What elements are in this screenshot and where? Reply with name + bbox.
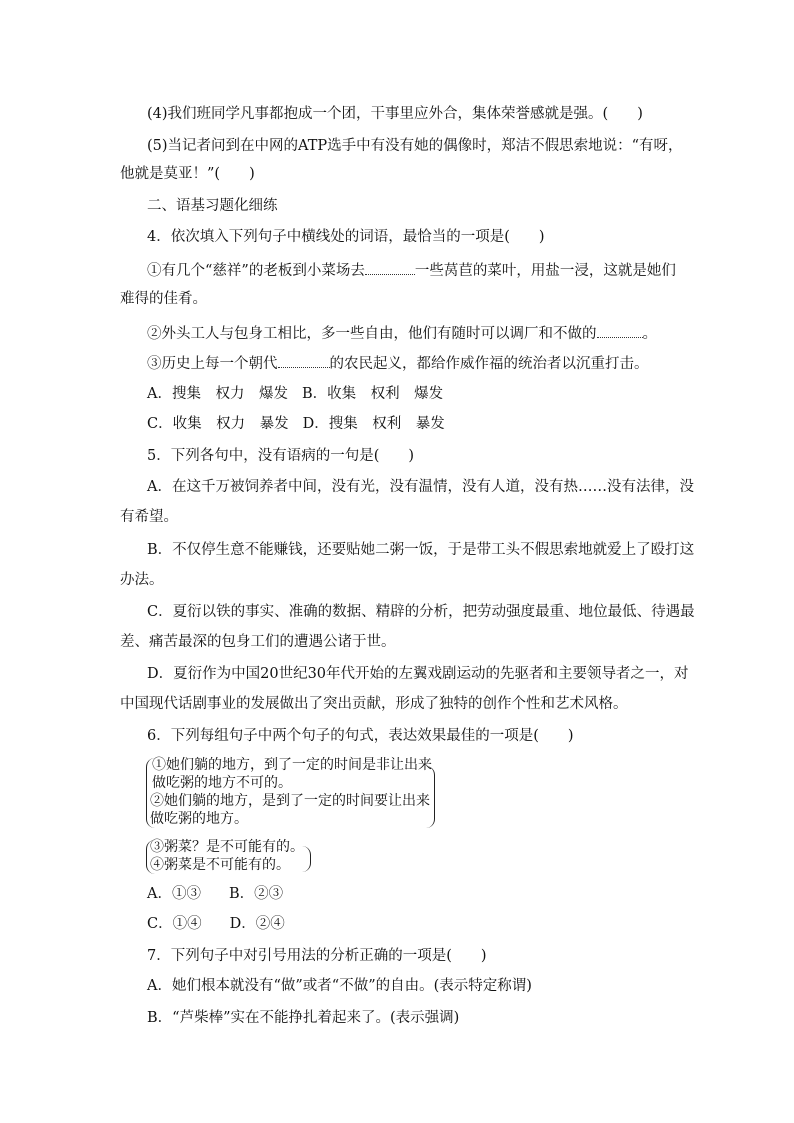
question-6: 6．下列每组句子中两个句子的句式，表达效果最佳的一项是( )	[147, 728, 574, 744]
q4-s3-part-b: 的农民起义，都给作威作福的统治者以沉重打击。	[329, 356, 649, 372]
q5-option-d-line1: D．夏衍作为中国20世纪30年代开始的左翼戏剧运动的先驱者和主要领导者之一，对	[147, 666, 689, 682]
q4-options-row1	[147, 384, 443, 404]
q4-sentence-2	[147, 323, 657, 344]
q5-option-a-line1: A．在这千万被饲养者中间，没有光，没有温情，没有人道，没有热……没有法律，没	[147, 479, 694, 495]
q6-options-row2	[147, 914, 285, 934]
q5-option-c-line1: C．夏衍以铁的事实、准确的数据、精辟的分析，把劳动强度最重、地位最低、待遇最	[147, 604, 695, 620]
q4-s1-part-a: ①有几个“慈祥”的老板到小菜场去	[147, 263, 365, 279]
q6-sentence-4: ④粥菜是不可能有的。	[150, 857, 290, 873]
q6-option-d: D．②④	[229, 916, 285, 932]
q5-option-b-line2: 办法。	[120, 572, 164, 588]
answer-blank	[278, 353, 330, 368]
q6-sentence-3: ③粥菜？是不可能有的。	[150, 839, 304, 855]
item-5-line1: (5)当记者问到在中网的ATP选手中有没有她的偶像时，郑洁不假思索地说：“有呀，	[147, 138, 683, 154]
q6-sentence-1-line2: 做吃粥的地方不可的。	[152, 775, 292, 791]
section-heading: 二、语基习题化细练	[147, 198, 278, 214]
q4-s2-part-b: 。	[642, 326, 657, 342]
q4-options-row2	[147, 414, 445, 434]
q4-sentence-1-cont: 难得的佳肴。	[120, 291, 207, 307]
q4-option-a: A．搜集 权力 爆发	[147, 386, 288, 402]
q6-option-b: B．②③	[228, 886, 284, 902]
q4-option-c: C．收集 权力 暴发	[147, 416, 289, 432]
q6-sentence-2-line1: ②她们躺的地方，是到了一定的时间要让出来	[150, 793, 430, 809]
q6-option-c: C．①④	[147, 916, 202, 932]
q4-option-b: B．收集 权利 爆发	[301, 386, 444, 402]
item-4: (4)我们班同学凡事都抱成一个团，干事里应外合，集体荣誉感就是强。( )	[147, 106, 643, 122]
q7-option-b: B．“芦柴棒”实在不能挣扎着起来了。(表示强调)	[147, 1010, 460, 1026]
question-7: 7．下列句子中对引号用法的分析正确的一项是( )	[147, 948, 487, 964]
q4-s3-part-a: ③历史上每一个朝代	[147, 356, 278, 372]
item-5-line2: 他就是莫亚！”( )	[120, 166, 255, 182]
q4-s2-part-a: ②外头工人与包身工相比，多一些自由，他们有随时可以调厂和不做的	[147, 326, 597, 342]
q4-option-d: D．搜集 权利 暴发	[302, 416, 445, 432]
q4-sentence-1	[147, 260, 676, 281]
q5-option-a-line2: 有希望。	[120, 509, 178, 525]
question-4: 4．依次填入下列句子中横线处的词语，最恰当的一项是( )	[147, 229, 545, 245]
q4-sentence-3	[147, 353, 649, 374]
answer-blank	[597, 323, 643, 338]
question-5: 5．下列各句中，没有语病的一句是( )	[147, 448, 415, 464]
q5-option-b-line1: B．不仅停生意不能赚钱，还要贴她二粥一饭，于是带工头不假思索地就爱上了殴打这	[147, 542, 695, 558]
answer-blank	[365, 260, 415, 275]
q6-option-a: A．①③	[147, 886, 201, 902]
q6-sentence-2-line2: 做吃粥的地方。	[150, 811, 248, 827]
q5-option-d-line2: 中国现代话剧事业的发展做出了突出贡献，形成了独特的创作个性和艺术风格。	[120, 696, 628, 712]
q5-option-c-line2: 差、痛苦最深的包身工们的遭遇公诸于世。	[120, 634, 396, 650]
q4-s1-part-b: 一些莴苣的菜叶，用盐一浸，这就是她们	[414, 263, 676, 279]
q7-option-a: A．她们根本就没有“做”或者“不做”的自由。(表示特定称谓)	[147, 978, 532, 994]
q6-options-row1	[147, 884, 283, 904]
q6-sentence-1-line1: ①她们躺的地方，到了一定的时间是非让出来	[152, 757, 432, 773]
